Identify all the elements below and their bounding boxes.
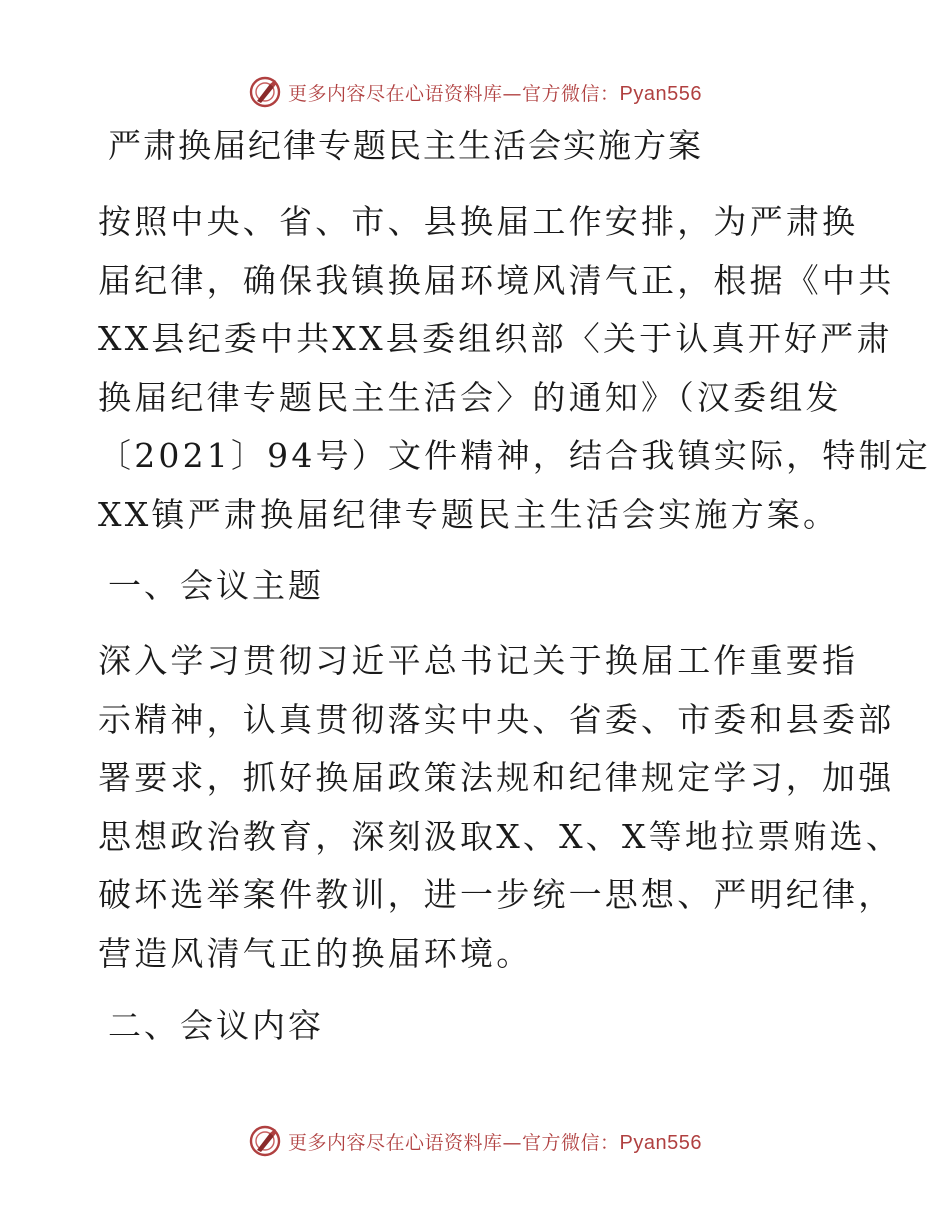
paragraph-line: 届纪律，确保我镇换届环境风清气正，根据《中共 <box>98 260 895 300</box>
paragraph-line: 营造风清气正的换届环境。 <box>98 933 533 973</box>
pen-nib-logo-icon <box>248 1124 282 1158</box>
paragraph-line: 署要求，抓好换届政策法规和纪律规定学习，加强 <box>98 758 895 797</box>
banner-text: 更多内容尽在心语资料库—官方微信：Pyan556 <box>288 1131 702 1154</box>
paragraph-line: 〔2021〕94号）文件精神，结合我镇实际，特制定 <box>98 436 931 475</box>
paragraph-line: XX镇严肃换届纪律专题民主生活会实施方案。 <box>98 494 840 534</box>
paragraph-line: 破坏选举案件教训，进一步统一思想、严明纪律， <box>98 875 895 914</box>
paragraph-line: 深入学习贯彻习近平总书记关于换届工作重要指 <box>98 641 859 680</box>
section-heading-theme: 一、会议主题 <box>108 566 324 605</box>
paragraph-line: 示精神，认真贯彻落实中央、省委、市委和县委部 <box>98 699 895 739</box>
intro-paragraph <box>98 193 931 544</box>
paragraph-line: XX县纪委中共XX县委组织部〈关于认真开好严肃 <box>98 319 893 358</box>
section-heading-content: 二、会议内容 <box>108 1006 324 1045</box>
page-title: 严肃换届纪律专题民主生活会实施方案 <box>108 126 703 165</box>
paragraph-line: 换届纪律专题民主生活会〉的通知》（汉委组发 <box>98 377 842 417</box>
header-banner <box>0 72 950 112</box>
paragraph-line: 按照中央、省、市、县换届工作安排，为严肃换 <box>98 202 859 241</box>
banner-text: 更多内容尽在心语资料库—官方微信：Pyan556 <box>288 82 702 105</box>
footer-banner <box>0 1121 950 1161</box>
paragraph-line: 思想政治教育，深刻汲取X、X、X等地拉票贿选、 <box>98 816 903 856</box>
theme-paragraph <box>98 632 903 983</box>
pen-nib-logo-icon <box>248 75 282 109</box>
